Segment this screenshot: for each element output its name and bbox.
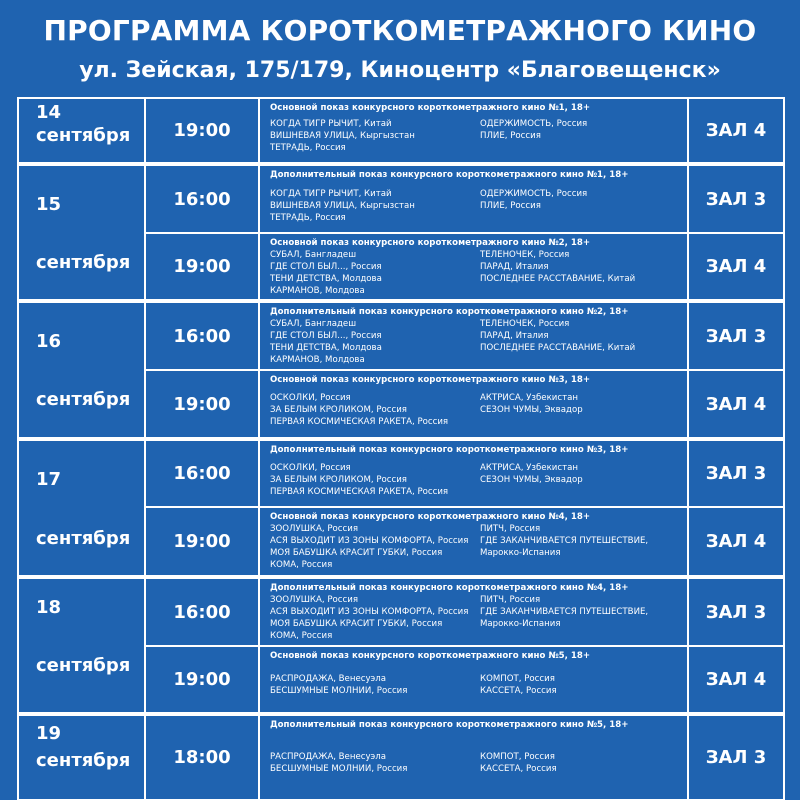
screening-time: 19:00 [146,508,260,575]
film-item: КОМПОТ, Россия [480,752,555,762]
screening-title: Основной показ конкурсного короткометражного кино №4, 18+ [270,512,591,522]
film-item: ТЕНИ ДЕТСТВА, Молдова [270,343,382,353]
film-item: ОДЕРЖИМОСТЬ, Россия [480,119,588,129]
film-item: АКТРИСА, Узбекистан [480,393,578,403]
poster-title: ПРОГРАММА КОРОТКОМЕТРАЖНОГО КИНО [43,14,757,47]
screening-row [146,303,783,371]
date-cell [19,441,146,575]
films-cell [260,716,689,799]
date-day-number: 17 [36,469,62,490]
date-cell [19,303,146,437]
film-item: АКТРИСА, Узбекистан [480,463,578,473]
film-item: РАСПРОДАЖА, Венесуэла [270,752,387,762]
film-item: МОЯ БАБУШКА КРАСИТ ГУБКИ, Россия [270,548,443,558]
film-item: КОГДА ТИГР РЫЧИТ, Китай [270,119,392,129]
day-block [19,579,783,716]
hall-number: ЗАЛ 4 [705,669,767,690]
screening-time: 19:00 [146,371,260,437]
film-item: КОМПОТ, Россия [480,674,555,684]
hall-number: ЗАЛ 4 [705,393,767,415]
screening-row [146,99,783,162]
films-cell [260,371,689,437]
film-item: ГДЕ СТОЛ БЫЛ..., Россия [270,331,382,341]
film-item: ТЕТРАДЬ, Россия [270,143,346,153]
film-item: СЕЗОН ЧУМЫ, Эквадор [480,475,583,485]
film-item: ВИШНЕВАЯ УЛИЦА, Кыргызстан [270,131,415,141]
screening-title: Дополнительный показ конкурсного короткометражного кино №1, 18+ [270,170,629,180]
films-cell [260,234,689,299]
date-cell [19,166,146,299]
screening-title: Основной показ конкурсного короткометражного кино №5, 18+ [270,651,591,661]
film-item: КОМА, Россия [270,560,333,570]
day-block [19,99,783,166]
date-cell [19,716,146,799]
screening-time: 16:00 [146,579,260,645]
venue-address: ул. Зейская, 175/179, Киноцентр «Благовещенск» [79,58,721,83]
screening-row [146,647,783,712]
screening-time: 19:00 [146,99,260,162]
day-block [19,166,783,303]
date-month: сентября [36,750,131,771]
film-item: СЕЗОН ЧУМЫ, Эквадор [480,405,583,415]
screening-title: Дополнительный показ конкурсного короткометражного кино №3, 18+ [270,445,629,455]
film-item: ЗООЛУШКА, Россия [270,524,359,534]
films-cell [260,99,689,162]
screening-time: 16:00 [146,441,260,506]
film-item: КОМА, Россия [270,631,333,641]
hall-number: ЗАЛ 3 [705,188,767,210]
films-cell [260,303,689,369]
screening-row [146,579,783,647]
film-item: ПЛИЕ, Россия [480,201,541,211]
film-item: ПЛИЕ, Россия [480,131,541,141]
date-day-number: 16 [36,331,62,352]
film-item: ЗА БЕЛЫМ КРОЛИКОМ, Россия [270,405,407,415]
screening-row [146,716,783,799]
screening-row [146,371,783,437]
films-cell [260,166,689,232]
film-item: ГДЕ ЗАКАНЧИВАЕТСЯ ПУТЕШЕСТВИЕ, [480,536,649,546]
date-cell [19,99,146,162]
day-block [19,716,783,799]
film-item: ТЕЛЕНОЧЕК, Россия [480,319,570,329]
screening-time: 19:00 [146,234,260,299]
film-item: ОСКОЛКИ, Россия [270,393,351,403]
poster-header [0,0,800,96]
film-item: ПОСЛЕДНЕЕ РАССТАВАНИЕ, Китай [480,274,636,284]
film-item: Марокко-Испания [480,619,561,629]
hall-number: ЗАЛ 4 [705,256,767,277]
date-month: сентября [36,125,131,146]
date-cell [19,579,146,712]
films-cell [260,508,689,575]
screening-title: Дополнительный показ конкурсного короткометражного кино №5, 18+ [270,720,629,730]
film-item: ТЕНИ ДЕТСТВА, Молдова [270,274,382,284]
film-item: РАСПРОДАЖА, Венесуэла [270,674,387,684]
film-item: ПЕРВАЯ КОСМИЧЕСКАЯ РАКЕТА, Россия [270,417,449,427]
day-block [19,441,783,579]
film-item: ПИТЧ, Россия [480,595,541,605]
film-item: ОДЕРЖИМОСТЬ, Россия [480,189,588,199]
film-item: ТЕТРАДЬ, Россия [270,213,346,223]
film-item: СУБАЛ, Бангладеш [270,250,357,260]
films-cell [260,441,689,506]
date-month: сентября [36,655,131,676]
schedule-table [17,97,785,800]
film-item: ПАРАД, Италия [480,331,549,341]
film-item: ПОСЛЕДНЕЕ РАССТАВАНИЕ, Китай [480,343,636,353]
screening-title: Основной показ конкурсного короткометражного кино №2, 18+ [270,238,591,248]
screening-title: Дополнительный показ конкурсного короткометражного кино №4, 18+ [270,583,629,593]
date-day-number: 15 [36,194,62,215]
film-item: ЗООЛУШКА, Россия [270,595,359,605]
films-cell [260,647,689,712]
screening-row [146,166,783,234]
screening-time: 19:00 [146,647,260,712]
film-item: БЕСШУМНЫЕ МОЛНИИ, Россия [270,764,408,774]
film-item: ГДЕ СТОЛ БЫЛ..., Россия [270,262,382,272]
film-item: МОЯ БАБУШКА КРАСИТ ГУБКИ, Россия [270,619,443,629]
date-day-number: 18 [36,597,62,618]
film-item: ПАРАД, Италия [480,262,549,272]
film-item: ГДЕ ЗАКАНЧИВАЕТСЯ ПУТЕШЕСТВИЕ, [480,607,649,617]
hall-number: ЗАЛ 3 [705,747,767,768]
film-item: ВИШНЕВАЯ УЛИЦА, Кыргызстан [270,201,415,211]
film-item: КАРМАНОВ, Молдова [270,355,365,365]
film-item: АСЯ ВЫХОДИТ ИЗ ЗОНЫ КОМФОРТА, Россия [270,536,469,546]
film-item: СУБАЛ, Бангладеш [270,319,357,329]
screening-time: 18:00 [146,716,260,799]
date-month: сентября [36,528,131,549]
screening-time: 16:00 [146,303,260,369]
hall-number: ЗАЛ 4 [705,120,767,141]
film-item: ТЕЛЕНОЧЕК, Россия [480,250,570,260]
film-item: БЕСШУМНЫЕ МОЛНИИ, Россия [270,686,408,696]
hall-number: ЗАЛ 4 [705,531,767,552]
date-day-number: 19 [36,723,62,744]
screening-title: Основной показ конкурсного короткометражного кино №3, 18+ [270,375,591,385]
hall-number: ЗАЛ 3 [705,463,767,484]
film-item: КАРМАНОВ, Молдова [270,286,365,296]
film-item: ЗА БЕЛЫМ КРОЛИКОМ, Россия [270,475,407,485]
screening-row [146,234,783,299]
screening-title: Основной показ конкурсного короткометражного кино №1, 18+ [270,103,591,113]
screening-time: 16:00 [146,166,260,232]
screening-title: Дополнительный показ конкурсного короткометражного кино №2, 18+ [270,307,629,317]
film-item: ПЕРВАЯ КОСМИЧЕСКАЯ РАКЕТА, Россия [270,487,449,497]
date-month: сентября [36,252,131,273]
date-day-number: 14 [36,102,62,123]
hall-number: ЗАЛ 3 [705,601,767,623]
day-block [19,303,783,441]
film-item: ПИТЧ, Россия [480,524,541,534]
screening-row [146,441,783,508]
film-item: КАССЕТА, Россия [480,686,557,696]
screening-row [146,508,783,575]
film-item: ОСКОЛКИ, Россия [270,463,351,473]
film-item: АСЯ ВЫХОДИТ ИЗ ЗОНЫ КОМФОРТА, Россия [270,607,469,617]
films-cell [260,579,689,645]
film-item: КОГДА ТИГР РЫЧИТ, Китай [270,189,392,199]
film-item: Марокко-Испания [480,548,561,558]
film-item: КАССЕТА, Россия [480,764,557,774]
hall-number: ЗАЛ 3 [705,325,767,347]
date-month: сентября [36,389,131,410]
